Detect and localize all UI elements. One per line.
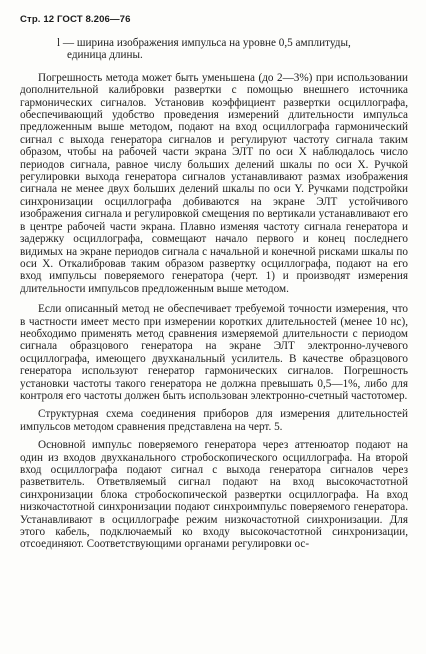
page-number: Стр. 12 (20, 14, 55, 25)
paragraph-block-diagram: Структурная схема соединения приборов для измерения длительностей импульсов методом сравнения представлена на черт. 5. (20, 408, 408, 433)
symbol-definition (57, 37, 408, 62)
paragraph-calibration: Погрешность метода может быть уменьшена (до 2—3%) при использовании дополнительной калибровки развертки с помощью внешнего источника гармонических сигналов. Установив коэффициент развертки осциллографа, обеспечивающий удобство проведения измерений длительности импульса предложенным выше методом, подают на вход осциллографа гармонический сигнал с выхода генератора сигналов и регулируют частоту сигнала таким образом, чтобы на рабочей части экрана ЭЛТ по оси X наблюдалось число периодов сигнала, равное числу больших делений шкалы по оси X. Ручкой регулировки выхода генератора сигналов устанавливают размах изображения сигнала не менее двух больших делений шкалы по оси Y. Ручками подстройки синхронизации осциллографа добиваются на экране ЭЛТ устойчивого изображения сигнала и регулировкой смещения по вертикали устанавливают его в центре рабочей части экрана. Плавно изменяя частоту сигнала генератора и задержку осциллографа, совмещают начало первого и конец последнего видимых на экране периодов сигнала с начальной и конечной рисками шкалы по оси X. Откалибровав таким образом развертку осциллографа, подают на его вход импульсы поверяемого генератора (черт. 1) и производят измерения длительности импульсов предложенным выше методом. (20, 71, 408, 295)
page-header (20, 14, 408, 25)
paragraph-procedure: Основной импульс поверяемого генератора через аттенюатор подают на один из входов двухканального стробоскопического осциллографа. На второй вход осциллографа подают сигнал с выхода генератора сигналов через разветвитель. Ответвляемый сигнал подают на вход высокочастотной синхронизации блока стробоскопической развертки осциллографа. На вход низкочастотной синхронизации подают синхроимпульс поверяемого генератора. Устанавливают в осциллографе режим низкочастотной синхронизации. Для этого кабель, подключаемый ко входу высокочастотной синхронизации, отсоединяют. Соответствующими органами регулировки ос- (20, 439, 408, 551)
definition-line-1: l — ширина изображения импульса на уровне 0,5 амплитуды, (57, 37, 351, 49)
definition-line-2: единица длины. (67, 49, 143, 62)
paragraph-comparison-method: Если описанный метод не обеспечивает требуемой точности измерения, что в частности имеет место при измерении коротких длительностей (менее 10 нс), необходимо применять метод сравнения измеряемой длительности с периодом сигнала образцового генератора на экране ЭЛТ электронно-лучевого осциллографа, имеющего двухканальный усилитель. В качестве образцового генератора используют генератор гармонических сигналов. Погрешность установки частоты такого генератора не должна превышать 0,5—1%, либо для контроля его частоты должен быть использован электронно-счетный частотомер. (20, 303, 408, 402)
standard-code: ГОСТ 8.206—76 (56, 14, 131, 25)
